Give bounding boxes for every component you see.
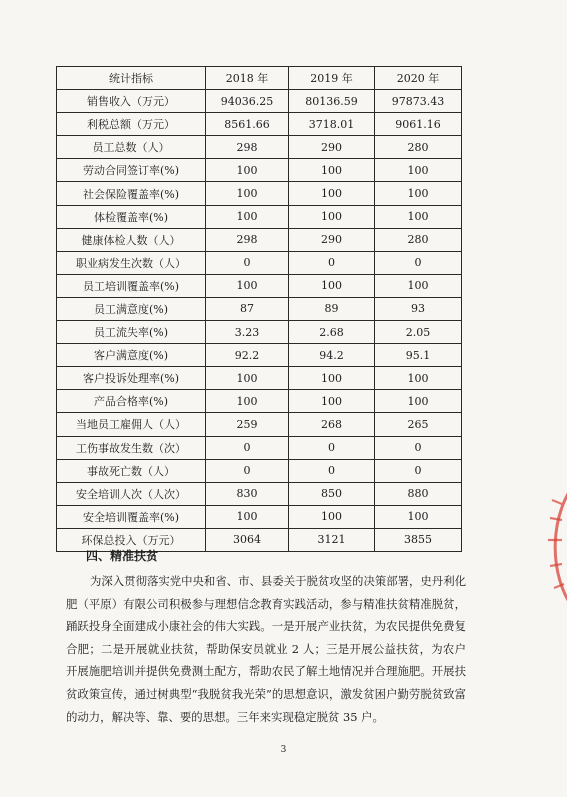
header-2019: 2019 年 xyxy=(289,67,375,90)
value-cell: 280 xyxy=(375,228,462,251)
value-cell: 0 xyxy=(375,436,462,459)
value-cell: 3064 xyxy=(206,528,289,551)
indicator-cell: 职业病发生次数（人） xyxy=(57,251,206,274)
value-cell: 100 xyxy=(289,390,375,413)
value-cell: 94.2 xyxy=(289,344,375,367)
table-row xyxy=(57,459,462,482)
value-cell: 100 xyxy=(375,367,462,390)
value-cell: 0 xyxy=(206,436,289,459)
table-row xyxy=(57,436,462,459)
table-row xyxy=(57,274,462,297)
value-cell: 100 xyxy=(289,205,375,228)
value-cell: 94036.25 xyxy=(206,90,289,113)
indicator-cell: 安全培训人次（人次） xyxy=(57,482,206,505)
value-cell: 100 xyxy=(289,505,375,528)
indicator-cell: 体检覆盖率(%) xyxy=(57,205,206,228)
header-2018: 2018 年 xyxy=(206,67,289,90)
table-row xyxy=(57,482,462,505)
value-cell: 100 xyxy=(289,274,375,297)
table-row xyxy=(57,251,462,274)
section-title: 四、精准扶贫 xyxy=(86,549,159,563)
table-row xyxy=(57,344,462,367)
value-cell: 2.05 xyxy=(375,321,462,344)
value-cell: 3.23 xyxy=(206,321,289,344)
indicator-cell: 安全培训覆盖率(%) xyxy=(57,505,206,528)
value-cell: 100 xyxy=(206,159,289,182)
value-cell: 280 xyxy=(375,136,462,159)
value-cell: 268 xyxy=(289,413,375,436)
value-cell: 0 xyxy=(206,251,289,274)
table-row xyxy=(57,136,462,159)
value-cell: 3121 xyxy=(289,528,375,551)
value-cell: 0 xyxy=(375,251,462,274)
value-cell: 298 xyxy=(206,228,289,251)
value-cell: 0 xyxy=(206,459,289,482)
table-row xyxy=(57,113,462,136)
table-header-row xyxy=(57,67,462,90)
value-cell: 2.68 xyxy=(289,321,375,344)
table-row xyxy=(57,90,462,113)
value-cell: 97873.43 xyxy=(375,90,462,113)
value-cell: 830 xyxy=(206,482,289,505)
indicator-cell: 工伤事故发生数（次） xyxy=(57,436,206,459)
table-row xyxy=(57,413,462,436)
value-cell: 100 xyxy=(289,367,375,390)
value-cell: 265 xyxy=(375,413,462,436)
indicator-cell: 客户满意度(%) xyxy=(57,344,206,367)
value-cell: 100 xyxy=(289,182,375,205)
indicator-cell: 员工培训覆盖率(%) xyxy=(57,274,206,297)
table-body xyxy=(57,90,462,552)
value-cell: 100 xyxy=(206,274,289,297)
value-cell: 100 xyxy=(375,205,462,228)
value-cell: 100 xyxy=(289,159,375,182)
indicator-cell: 员工流失率(%) xyxy=(57,321,206,344)
table-row xyxy=(57,390,462,413)
value-cell: 290 xyxy=(289,228,375,251)
indicator-cell: 客户投诉处理率(%) xyxy=(57,367,206,390)
value-cell: 100 xyxy=(206,367,289,390)
table-row xyxy=(57,505,462,528)
table-row xyxy=(57,182,462,205)
indicator-cell: 利税总额（万元） xyxy=(57,113,206,136)
table-row xyxy=(57,321,462,344)
value-cell: 100 xyxy=(375,390,462,413)
page-number: 3 xyxy=(280,745,287,755)
statistics-table xyxy=(56,66,462,552)
indicator-cell: 当地员工雇佣人（人） xyxy=(57,413,206,436)
value-cell: 89 xyxy=(289,297,375,320)
table-row xyxy=(57,367,462,390)
value-cell: 9061.16 xyxy=(375,113,462,136)
value-cell: 850 xyxy=(289,482,375,505)
indicator-cell: 产品合格率(%) xyxy=(57,390,206,413)
table-row xyxy=(57,297,462,320)
indicator-cell: 员工满意度(%) xyxy=(57,297,206,320)
value-cell: 87 xyxy=(206,297,289,320)
table-row xyxy=(57,159,462,182)
indicator-cell: 环保总投入（万元） xyxy=(57,528,206,551)
value-cell: 100 xyxy=(206,205,289,228)
table-row xyxy=(57,205,462,228)
value-cell: 0 xyxy=(289,459,375,482)
header-2020: 2020 年 xyxy=(375,67,462,90)
value-cell: 100 xyxy=(375,274,462,297)
value-cell: 80136.59 xyxy=(289,90,375,113)
value-cell: 0 xyxy=(375,459,462,482)
indicator-cell: 销售收入（万元） xyxy=(57,90,206,113)
value-cell: 0 xyxy=(289,251,375,274)
value-cell: 3718.01 xyxy=(289,113,375,136)
section-paragraph: 为深入贯彻落实党中央和省、市、县委关于脱贫攻坚的决策部署，史丹利化肥（平原）有限公司积极参与理想信念教育实践活动，参与精准扶贫精准脱贫，踊跃投身全面建成小康社会的伟大实践。一是开展产业扶贫，为农民提供免费复合肥；二是开展就业扶贫，帮助保安员就业 2 人；三是开展公益扶贫，为农户开展施肥培训并提供免费测土配方，帮助农民了解土地情况并合理施肥。开展扶贫政策宣传，通过树典型“我脱贫我光荣”的思想意识，激发贫困户勤劳脱贫致富的动力，解决等、靠、要的思想。三年来实现稳定脱贫 35 户。 xyxy=(66,574,466,724)
value-cell: 100 xyxy=(206,390,289,413)
value-cell: 259 xyxy=(206,413,289,436)
indicator-cell: 事故死亡数（人） xyxy=(57,459,206,482)
value-cell: 290 xyxy=(289,136,375,159)
value-cell: 100 xyxy=(206,182,289,205)
value-cell: 95.1 xyxy=(375,344,462,367)
value-cell: 880 xyxy=(375,482,462,505)
value-cell: 8561.66 xyxy=(206,113,289,136)
indicator-cell: 健康体检人数（人） xyxy=(57,228,206,251)
value-cell: 100 xyxy=(375,182,462,205)
red-seal-stamp xyxy=(538,470,567,620)
indicator-cell: 员工总数（人） xyxy=(57,136,206,159)
value-cell: 92.2 xyxy=(206,344,289,367)
header-indicator: 统计指标 xyxy=(57,67,206,90)
table-row xyxy=(57,228,462,251)
value-cell: 298 xyxy=(206,136,289,159)
value-cell: 100 xyxy=(375,159,462,182)
indicator-cell: 社会保险覆盖率(%) xyxy=(57,182,206,205)
value-cell: 3855 xyxy=(375,528,462,551)
value-cell: 100 xyxy=(375,505,462,528)
value-cell: 0 xyxy=(289,436,375,459)
value-cell: 100 xyxy=(206,505,289,528)
indicator-cell: 劳动合同签订率(%) xyxy=(57,159,206,182)
value-cell: 93 xyxy=(375,297,462,320)
